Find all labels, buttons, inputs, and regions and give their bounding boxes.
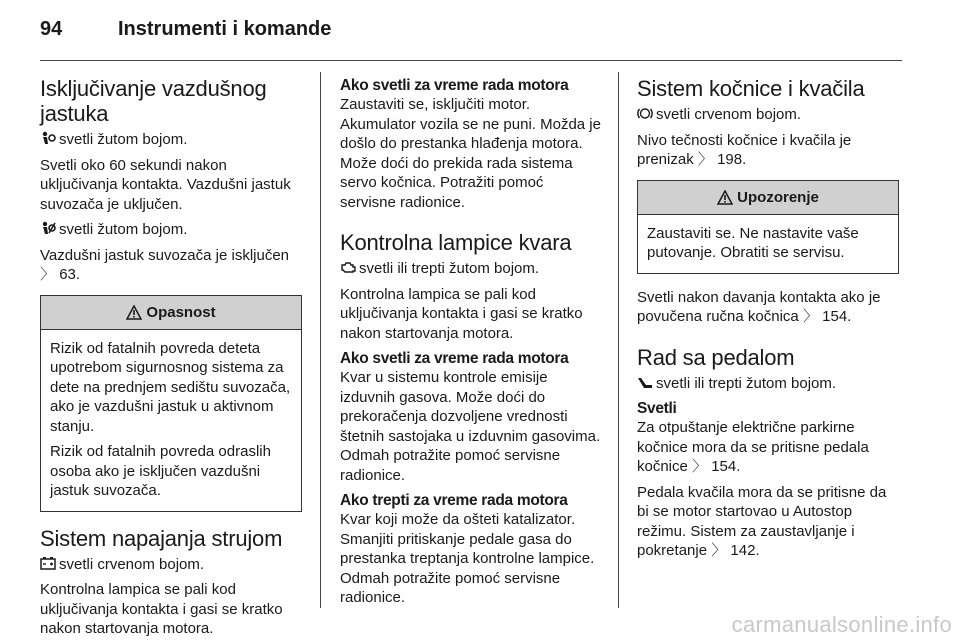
brake-icon <box>637 106 653 121</box>
charging-desc: Kontrolna lampica se pali kod uključivanja kontakta i gasi se kratko nakon startovanja motora. <box>40 581 283 637</box>
danger-box-header <box>41 296 301 330</box>
charging-line: svetli crvenom bojom. <box>40 555 302 575</box>
warning-text: Zaustaviti se. Ne nastavite vaše putovanje. Obratiti se servisu. <box>647 224 859 261</box>
engine-running-desc-1: Zaustaviti se, isključiti motor. Akumulator vozila se ne puni. Možda je došlo do prestanka hlađenja motora. Može doći do prekida rada sistema servo kočnica. Potražiti pomoć servisne radionice. <box>340 96 601 211</box>
danger-text-1: Rizik od fatalnih povreda deteta upotrebom sigurnosnog sistema za dete na prednjem sedištu suvozača, ako je vazdušni jastuk u aktivnom stanju. <box>50 339 291 435</box>
watermark: carmanualsonline.info <box>731 612 952 637</box>
page-ref[interactable]: 198. <box>717 151 747 168</box>
battery-icon <box>40 556 56 571</box>
brake-fluid-desc: Nivo tečnosti kočnice i kvačila je prenizak 〉 198. <box>637 131 852 168</box>
page-ref[interactable]: 63. <box>59 266 81 283</box>
section-title-airbag-off: Isključivanje vazdušnog jastuka <box>40 76 267 126</box>
engine-flashing-desc: Kvar koji može da ošteti katalizator. Smanjiti pritiskanje pedale gasa do prestanka treptanja kontrolne lampice. Odmah potražite pomoć servisne radionice. <box>340 511 595 606</box>
subheading-lights: Svetli <box>637 400 677 417</box>
airbag-on-line: svetli žutom bojom. <box>40 130 302 150</box>
autostop-desc: Pedala kvačila mora da se pritisne da bi se motor startovao u Autostop režimu. Sistem za zaustavljanje i pokretanje 〉 142. <box>637 483 887 559</box>
engine-check-icon <box>340 260 356 275</box>
page-header <box>40 18 920 56</box>
warning-box-body <box>638 215 898 273</box>
pedal-line: svetli ili trepti žutom bojom. <box>637 374 899 394</box>
page-ref[interactable]: 154. <box>822 308 852 325</box>
warning-label: Upozorenje <box>737 188 819 206</box>
page-ref-arrow-icon: 〉 <box>697 151 713 168</box>
warning-box <box>637 180 899 274</box>
page-ref[interactable]: 154. <box>711 458 741 475</box>
airbag-off-line: svetli žutom bojom. <box>40 220 302 240</box>
page-ref-arrow-icon: 〉 <box>711 542 727 559</box>
airbag-on-desc: Svetli oko 60 sekundi nakon uključivanja kontakta. Vazdušni jastuk suvozača je uključen. <box>40 156 291 213</box>
subheading-engine-flashing: Ako trepti za vreme rada motora <box>340 492 568 509</box>
page-ref-arrow-icon: 〉 <box>40 266 56 283</box>
column-3 <box>637 76 899 567</box>
section-title-charging: Sistem napajanja strujom <box>40 525 283 551</box>
pedal-icon <box>637 375 653 390</box>
section-title-malfunction: Kontrolna lampice kvara <box>340 230 572 255</box>
page-number: 94 <box>40 18 63 40</box>
airbag-off-icon <box>40 221 56 236</box>
section-title-pedal: Rad sa pedalom <box>637 344 795 370</box>
airbag-off-desc: Vazdušni jastuk suvozača je isključen 〉 63. <box>40 246 290 283</box>
engine-running-desc-2: Kvar u sistemu kontrole emisije izduvnih gasova. Može doći do prekoračenja dozvoljene vrednosti štetnih sastojaka u izduvnim gasovima. Odmah potražite pomoć servisne radionice. <box>340 369 601 484</box>
subheading-engine-running-2: Ako svetli za vreme rada motora <box>340 350 569 367</box>
page-ref-arrow-icon: 〉 <box>802 308 818 325</box>
danger-box-body <box>41 330 301 511</box>
parking-brake-desc: Svetli nakon davanja kontakta ako je povučena ručna kočnica 〉 154. <box>637 288 881 325</box>
airbag-on-icon <box>40 131 56 146</box>
page-ref[interactable]: 142. <box>730 542 760 559</box>
danger-text-2: Rizik od fatalnih povreda odraslih osoba ako je isključen vazdušni jastuk suvozača. <box>50 443 271 499</box>
column-divider-2 <box>618 72 619 608</box>
column-1 <box>40 76 302 642</box>
column-2 <box>340 76 602 614</box>
warning-triangle-icon <box>126 305 142 320</box>
section-title-brake-clutch: Sistem kočnice i kvačila <box>637 76 865 101</box>
column-divider-1 <box>320 72 321 608</box>
electric-parking-brake-desc: Za otpuštanje električne parkirne kočnice mora da se pritisne pedala kočnice 〉 154. <box>637 419 869 475</box>
header-rule <box>40 60 902 61</box>
page-ref-arrow-icon: 〉 <box>692 458 708 475</box>
malfunction-desc: Kontrolna lampica se pali kod uključivanja kontakta i gasi se kratko nakon startovanja motora. <box>340 285 583 342</box>
warning-box-header <box>638 181 898 215</box>
running-title: Instrumenti i komande <box>118 18 332 40</box>
brake-line: svetli crvenom bojom. <box>637 105 899 125</box>
danger-box <box>40 295 302 512</box>
danger-label: Opasnost <box>146 303 216 321</box>
malfunction-line: svetli ili trepti žutom bojom. <box>340 259 602 279</box>
subheading-engine-running-1: Ako svetli za vreme rada motora <box>340 77 569 94</box>
warning-triangle-icon <box>717 190 733 205</box>
